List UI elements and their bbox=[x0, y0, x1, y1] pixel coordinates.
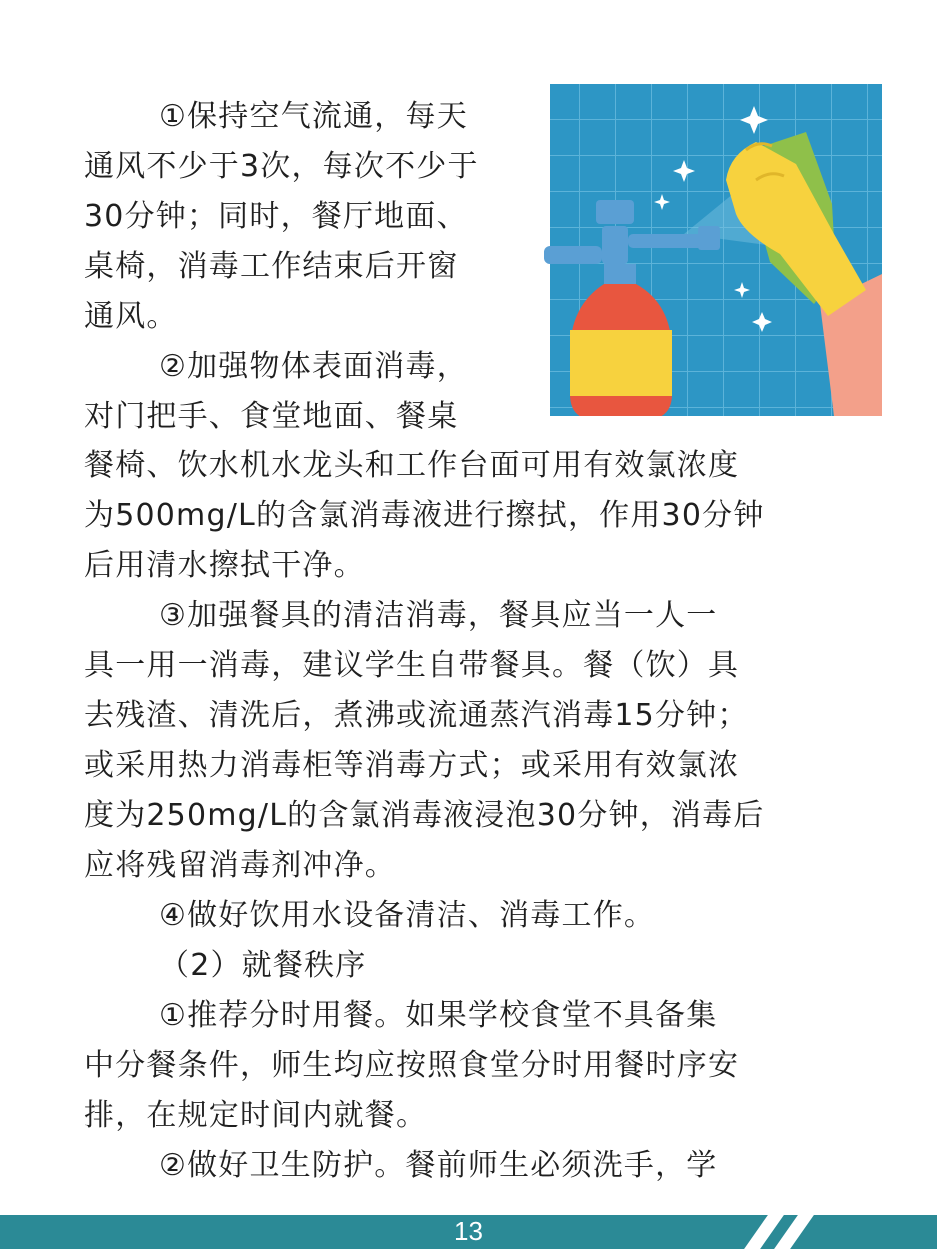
text-line: 30分钟；同时，餐厅地面、 bbox=[84, 199, 468, 234]
text-line: 中分餐条件，师生均应按照食堂分时用餐时序安 bbox=[84, 1048, 740, 1083]
disinfectant-spray-illustration bbox=[544, 84, 882, 416]
text-line: 通风。 bbox=[84, 299, 178, 334]
text-line: 或采用热力消毒柜等消毒方式；或采用有效氯浓 bbox=[84, 748, 740, 783]
text-line: 为500mg/L的含氯消毒液进行擦拭，作用30分钟 bbox=[84, 498, 765, 533]
text-line: 餐椅、饮水机水龙头和工作台面可用有效氯浓度 bbox=[84, 448, 740, 483]
text-line: 去残渣、清洗后，煮沸或流通蒸汽消毒15分钟； bbox=[84, 698, 749, 733]
spray-cleaning-icon bbox=[544, 84, 882, 416]
text-line: 后用清水擦拭干净。 bbox=[84, 548, 365, 583]
text-line: ①推荐分时用餐。如果学校食堂不具备集 bbox=[159, 998, 718, 1033]
text-line: 桌椅，消毒工作结束后开窗 bbox=[84, 249, 459, 284]
text-line: 具一用一消毒，建议学生自带餐具。餐（饮）具 bbox=[84, 648, 740, 683]
page-number: 13 bbox=[454, 1216, 483, 1246]
text-line: ③加强餐具的清洁消毒，餐具应当一人一 bbox=[159, 598, 718, 633]
text-line: 通风不少于3次，每次不少于 bbox=[84, 149, 479, 184]
text-column-top bbox=[84, 92, 544, 442]
text-line: ④做好饮用水设备清洁、消毒工作。 bbox=[159, 898, 656, 933]
text-line: ①保持空气流通，每天 bbox=[159, 99, 468, 134]
text-line: ②做好卫生防护。餐前师生必须洗手，学 bbox=[159, 1148, 718, 1183]
text-line: 排，在规定时间内就餐。 bbox=[84, 1098, 428, 1133]
text-line: 应将残留消毒剂冲净。 bbox=[84, 848, 396, 883]
text-line: ②加强物体表面消毒， bbox=[159, 349, 468, 384]
text-line: 对门把手、食堂地面、餐桌 bbox=[84, 399, 459, 434]
text-column-full bbox=[84, 441, 864, 1191]
text-line: 度为250mg/L的含氯消毒液浸泡30分钟，消毒后 bbox=[84, 798, 765, 833]
section-heading: （2）就餐秩序 bbox=[159, 948, 367, 983]
